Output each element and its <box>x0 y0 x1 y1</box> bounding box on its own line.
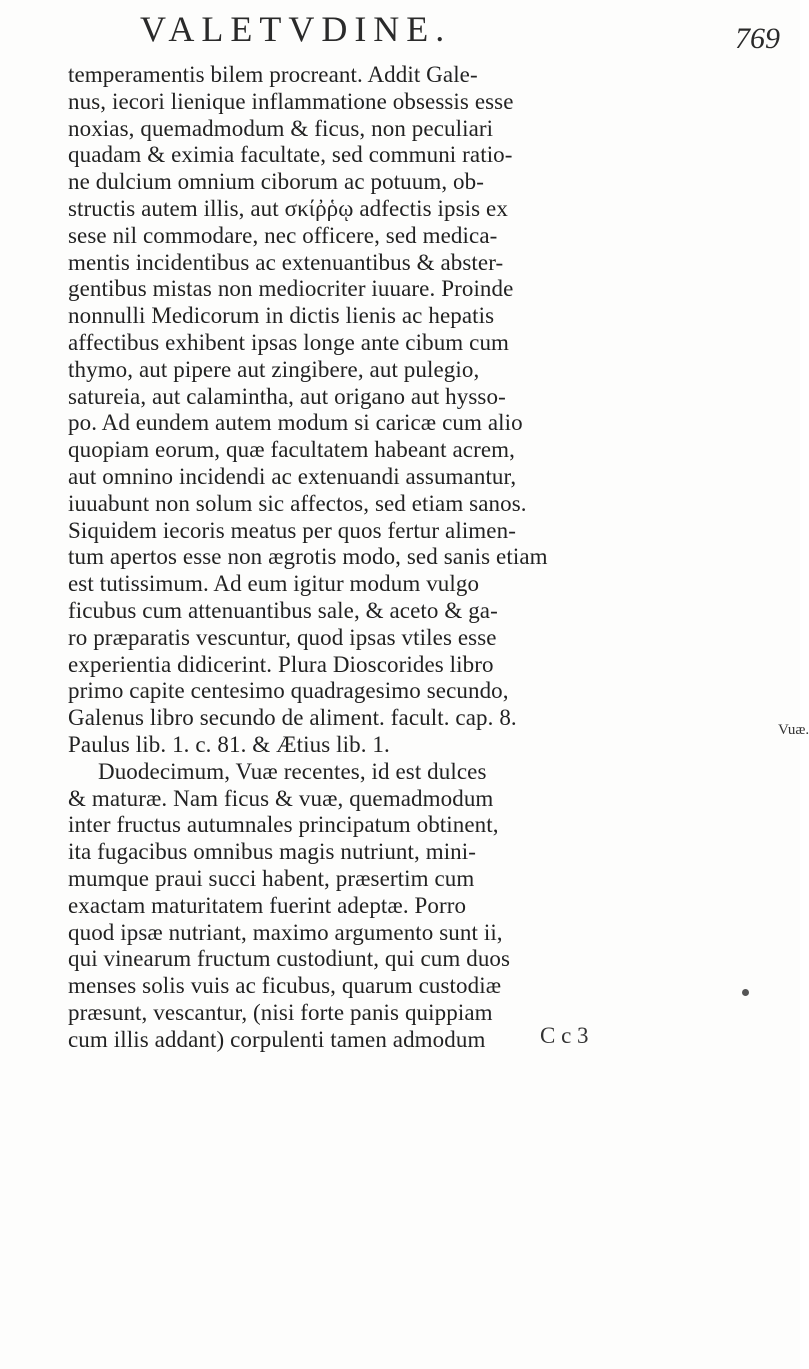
catchword: C c 3 <box>540 1023 589 1048</box>
text-line: experientia didicerint. Plura Dioscorides libro <box>68 651 494 677</box>
text-line: ita fugacibus omnibus magis nutriunt, mini- <box>68 839 477 865</box>
text-line: Paulus lib. 1. c. 81. & Ætius lib. 1. <box>68 731 390 757</box>
text-line: menses solis vuis ac ficubus, quarum custodiæ <box>68 973 502 999</box>
ink-speck <box>742 989 749 996</box>
text-line: noxias, quemadmodum & ficus, non peculiari <box>68 115 494 141</box>
text-line: cum illis addant) corpulenti tamen admodum <box>68 1026 486 1052</box>
text-line: qui vinearum fructum custodiunt, qui cum duos <box>68 946 511 972</box>
text-line: ficubus cum attenuantibus sale, & aceto & ga- <box>68 597 498 623</box>
text-line: temperamentis bilem procreant. Addit Gale- <box>68 62 478 87</box>
body-text <box>68 62 768 1053</box>
text-line: po. Ad eundem autem modum si caricæ cum alio <box>68 410 523 436</box>
text-line: gentibus mistas non mediocriter iuuare. Proinde <box>68 276 514 302</box>
text-line: & maturæ. Nam ficus & vuæ, quemadmodum <box>68 785 494 811</box>
margin-note: Vuæ. <box>778 722 809 738</box>
text-line: quadam & eximia facultate, sed communi ratio- <box>68 142 513 168</box>
text-line: mumque praui succi habent, præsertim cum <box>68 865 475 891</box>
running-head: VALETVDINE. <box>140 9 452 49</box>
text-line: Galenus libro secundo de aliment. facult. cap. 8. <box>68 705 517 731</box>
page-header <box>110 2 790 55</box>
text-line: inter fructus autumnales principatum obtinent, <box>68 812 499 838</box>
text-line: quopiam eorum, quæ facultatem habeant acrem, <box>68 437 515 463</box>
text-line: nonnulli Medicorum in dictis lienis ac hepatis <box>68 303 495 329</box>
text-line: primo capite centesimo quadragesimo secundo, <box>68 678 509 704</box>
text-line: tum apertos esse non ægrotis modo, sed sanis etiam <box>68 544 548 570</box>
text-line: ro præparatis vescuntur, quod ipsas vtiles esse <box>68 624 497 650</box>
text-line: structis autem illis, aut σκίῤῥῳ adfectis ipsis ex <box>68 195 508 221</box>
text-line: Siquidem iecoris meatus per quos fertur alimen- <box>68 517 516 543</box>
page-number: 769 <box>735 22 780 55</box>
text-line: satureia, aut calamintha, aut origano aut hysso- <box>68 383 506 409</box>
text-line: est tutissimum. Ad eum igitur modum vulgo <box>68 571 480 597</box>
text-line: affectibus exhibent ipsas longe ante cibum cum <box>68 329 510 355</box>
text-line: præsunt, vescantur, (nisi forte panis quippiam <box>68 999 493 1025</box>
text-line: mentis incidentibus ac extenuantibus & abster- <box>68 249 504 275</box>
text-line: quod ipsæ nutriant, maximo argumento sunt ii, <box>68 919 503 945</box>
text-line: exactam maturitatem fuerint adeptæ. Porro <box>68 892 467 918</box>
text-line: ne dulcium omnium ciborum ac potuum, ob- <box>68 169 485 195</box>
text-line: aut omnino incidendi ac extenuandi assumantur, <box>68 463 517 489</box>
text-line: iuuabunt non solum sic affectos, sed etiam sanos. <box>68 490 527 516</box>
text-line: sese nil commodare, nec officere, sed medica- <box>68 222 498 248</box>
text-line: nus, iecori lienique inflammatione obsessis esse <box>68 88 514 114</box>
text-line: thymo, aut pipere aut zingibere, aut pulegio, <box>68 356 480 382</box>
text-line: Duodecimum, Vuæ recentes, id est dulces <box>98 758 487 784</box>
